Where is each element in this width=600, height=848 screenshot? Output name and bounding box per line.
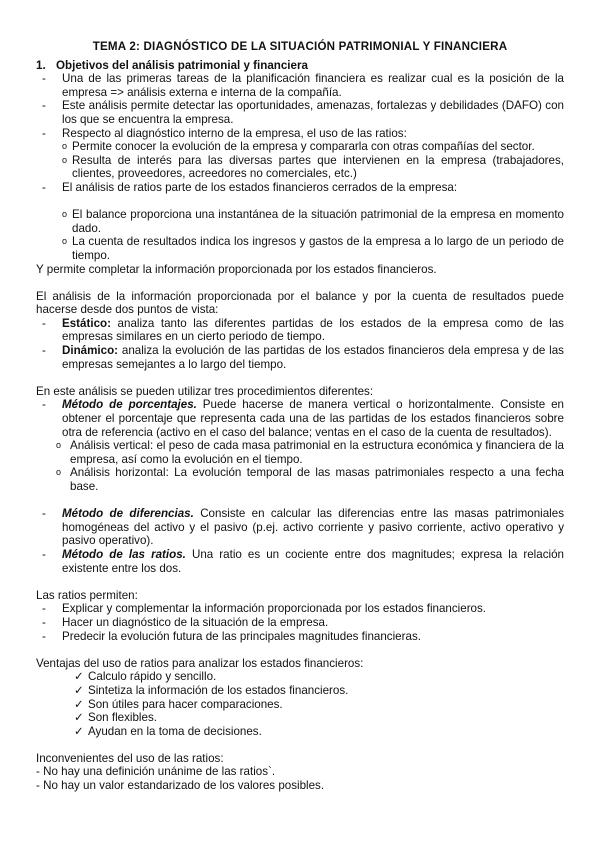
list-item-text: Una de las primeras tareas de la planificación financiera es realizar cual es la posición de la empresa => análisis externa e interna de la compañía. [62,72,564,99]
paragraph: El análisis de la información proporcionada por el balance y por la cuenta de resultados puede hacerse desde dos puntos de vista: [36,289,564,317]
dash-marker: - [42,316,46,330]
checklist-item-text: Sintetiza la información de los estados financieros. [88,683,349,697]
checklist-item [36,725,564,739]
sub-list-item-text: Análisis horizontal: La evolución temporal de las masas patrimoniales respecto a una fecha base. [70,466,564,493]
list-item-text [62,548,564,575]
spacer [36,738,564,752]
paragraph: Ventajas del uso de ratios para analizar los estados financieros: [36,656,364,670]
dash-marker: - [42,602,46,616]
checklist-item-text: Son flexibles. [88,711,157,725]
paragraph: Y permite completar la información proporcionada por los estados financieros. [36,262,437,276]
document-title: TEMA 2: DIAGNÓSTICO DE LA SITUACIÓN PATRIMONIAL Y FINANCIERA [92,40,508,53]
term-text: Una ratio es un cociente entre dos magnitudes; expresa la relación existente entre los dos. [62,547,564,575]
dash-marker: - [42,507,46,521]
term-label: Estático: [62,316,111,330]
list-item [36,616,564,630]
spacer [36,643,564,657]
list-item [36,630,564,644]
list-item [36,181,564,195]
list-item [36,344,564,371]
spacer [36,575,564,589]
list-item [36,548,564,575]
paragraph: Inconvenientes del uso de las ratios: [36,751,224,765]
checklist-item [36,684,564,698]
list-item [36,72,564,99]
list-item-text [62,398,564,439]
document-page [36,40,564,793]
dash-marker: - [42,629,46,643]
check-icon: ✓ [74,711,84,725]
list-item [36,127,564,141]
sub-list-item-text: Permite conocer la evolución de la empresa y compararla con otras compañías del sector. [72,140,535,154]
list-item [36,602,564,616]
sub-list-item [36,154,564,181]
sub-list-item-text: El balance proporciona una instantánea de la situación patrimonial de la empresa en momento dado. [72,208,564,235]
sub-list-item [36,140,564,154]
check-icon: ✓ [74,697,84,711]
term-label: Método de diferencias. [62,507,194,521]
paragraph: Las ratios permiten: [36,588,138,602]
sub-list-item-text: La cuenta de resultados indica los ingresos y gastos de la empresa a lo largo de un periodo de tiempo. [72,235,564,262]
list-item: - No hay una definición unánime de las ratios`. [36,765,276,779]
term-text: Puede hacerse de manera vertical o horizontalmente. Consiste en obtener el porcentaje que representa cada una de las partidas de los estados financieros sobre otra de referencia (activo en el caso del balance; ventas en el caso de la cuenta de resultados). [62,398,564,439]
list-item [36,317,564,344]
paragraph: En este análisis se pueden utilizar tres procedimientos diferentes: [36,384,374,398]
list-item-text: El análisis de ratios parte de los estados financieros cerrados de la empresa: [62,180,458,194]
section-heading-text: Objetivos del análisis patrimonial y financiera [56,58,308,72]
section-heading [36,59,564,73]
term-label: Método de porcentajes. [62,398,197,412]
circle-bullet-icon: o [56,440,62,451]
dash-marker: - [42,615,46,629]
list-item [36,99,564,126]
checklist-item [36,670,564,684]
dash-marker: - [42,180,46,194]
term-label: Método de las ratios. [62,547,186,561]
spacer [36,371,564,385]
list-item-text: Respecto al diagnóstico interno de la empresa, el uso de las ratios: [62,126,407,140]
circle-bullet-icon: o [62,141,68,152]
checklist-item-text: Ayudan en la toma de decisiones. [88,724,262,738]
term-label: Dinámico: [62,344,119,358]
checklist-item-text: Son útiles para hacer comparaciones. [88,697,283,711]
circle-bullet-icon: o [56,467,62,478]
sub-list-item-text: Análisis vertical: el peso de cada masa patrimonial en la estructura económica y financiera de la empresa, así como la evolución en el tiempo. [70,439,564,466]
list-item-text [62,344,564,371]
dash-marker: - [42,126,46,140]
term-text: analiza tanto las diferentes partidas de los estados de la empresa como de las empresas similares en un cierto periodo de tiempo. [62,316,564,344]
dash-marker: - [42,72,46,86]
list-item-text: Hacer un diagnóstico de la situación de la empresa. [62,615,329,629]
list-item-text: Predecir la evolución futura de las principales magnitudes financieras. [62,629,421,643]
spacer [36,276,564,290]
sub-list-item [36,208,564,235]
term-text: Consiste en calcular las diferencias entre las masas patrimoniales homogéneas del activo y el pasivo (p.ej. activo corriente y pasivo corriente, activo operativo y pasivo operativo). [62,507,565,548]
sub-list-item-text: Resulta de interés para las diversas partes que intervienen en la empresa (trabajadores, clientes, proveedores, acreedores no comerciales, etc.) [72,153,564,181]
dash-marker: - [42,344,46,358]
dash-marker: - [42,398,46,412]
spacer [36,494,564,508]
check-icon: ✓ [74,683,84,697]
list-item-text [62,507,564,548]
spacer [36,195,564,209]
term-text: analiza la evolución de las partidas de los estados financieros dela empresa y de las empresas semejantes a lo largo del tiempo. [62,344,564,371]
section-number: 1. [36,58,46,72]
list-item-text: Este análisis permite detectar las oportunidades, amenazas, fortalezas y debilidades (DAFO) con los que se encuentra la empresa. [62,99,564,126]
list-item-text [62,317,564,344]
sub-list-item [36,235,564,262]
check-icon: ✓ [74,724,84,738]
list-item: - No hay un valor estandarizado de los valores posibles. [36,779,325,793]
checklist-item-text: Calculo rápido y sencillo. [88,670,217,684]
list-item-text: Explicar y complementar la información proporcionada por los estados financieros. [62,602,487,616]
circle-bullet-icon: o [62,209,68,220]
checklist-item [36,698,564,712]
dash-marker: - [42,99,46,113]
sub-list-item [36,439,564,466]
circle-bullet-icon: o [62,236,68,247]
check-icon: ✓ [74,670,84,684]
list-item [36,507,564,548]
list-item [36,398,564,439]
circle-bullet-icon: o [62,154,68,165]
sub-list-item [36,466,564,493]
dash-marker: - [42,547,46,561]
checklist-item [36,711,564,725]
